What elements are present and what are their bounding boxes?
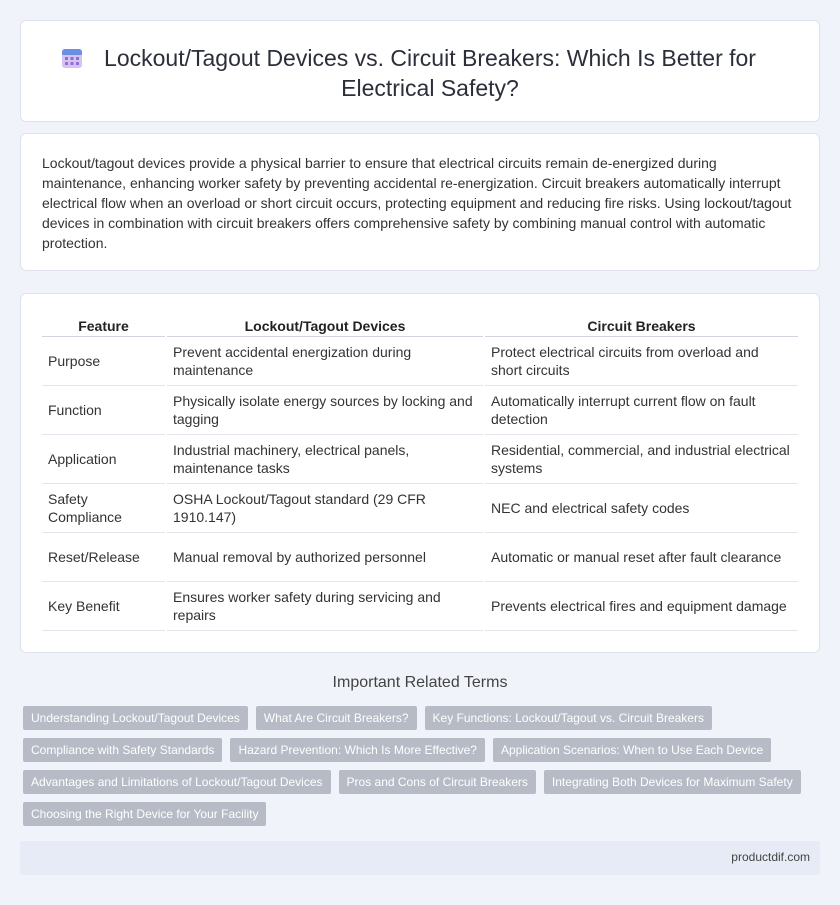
related-tag[interactable]: Pros and Cons of Circuit Breakers xyxy=(339,770,536,794)
footer xyxy=(20,841,820,875)
related-tag[interactable]: Compliance with Safety Standards xyxy=(23,738,222,762)
row-feature: Purpose xyxy=(42,337,166,386)
related-tag[interactable]: What Are Circuit Breakers? xyxy=(256,706,417,730)
row-lockout-value: Ensures worker safety during servicing and repairs xyxy=(166,582,484,631)
row-lockout-value: Industrial machinery, electrical panels, maintenance tasks xyxy=(166,435,484,484)
table-row xyxy=(42,533,798,582)
related-tag[interactable]: Hazard Prevention: Which Is More Effective? xyxy=(230,738,485,762)
calendar-grid-icon xyxy=(61,47,83,69)
comparison-card xyxy=(20,293,820,653)
related-tag[interactable]: Key Functions: Lockout/Tagout vs. Circuit Breakers xyxy=(425,706,712,730)
intro-card xyxy=(20,133,820,271)
table-row xyxy=(42,582,798,631)
related-terms-list xyxy=(23,706,823,826)
table-row xyxy=(42,435,798,484)
header xyxy=(61,43,799,103)
row-lockout-value: OSHA Lockout/Tagout standard (29 CFR 1910.147) xyxy=(166,484,484,533)
row-breaker-value: Prevents electrical fires and equipment damage xyxy=(484,582,798,631)
table-row xyxy=(42,484,798,533)
row-breaker-value: Automatic or manual reset after fault clearance xyxy=(484,533,798,582)
header-card xyxy=(20,20,820,122)
row-feature: Function xyxy=(42,386,166,435)
related-tag[interactable]: Choosing the Right Device for Your Facility xyxy=(23,802,266,826)
row-breaker-value: Protect electrical circuits from overload and short circuits xyxy=(484,337,798,386)
table-row xyxy=(42,386,798,435)
intro-paragraph: Lockout/tagout devices provide a physical barrier to ensure that electrical circuits remain de-energized during maintenance, enhancing worker safety by preventing accidental re-energization. Circuit breakers automatically interrupt electrical flow when an overload or short circuit occurs, protecting equipment and reducing fire risks. Using lockout/tagout devices in combination with circuit breakers offers comprehensive safety by combining manual control with automatic protection. xyxy=(42,155,792,251)
row-breaker-value: NEC and electrical safety codes xyxy=(484,484,798,533)
row-feature: Reset/Release xyxy=(42,533,166,582)
row-feature: Key Benefit xyxy=(42,582,166,631)
related-tag[interactable]: Integrating Both Devices for Maximum Safety xyxy=(544,770,801,794)
table-row xyxy=(42,337,798,386)
row-lockout-value: Prevent accidental energization during maintenance xyxy=(166,337,484,386)
header-feature: Feature xyxy=(42,315,166,337)
header-circuit-breakers: Circuit Breakers xyxy=(484,315,798,337)
related-tag[interactable]: Understanding Lockout/Tagout Devices xyxy=(23,706,248,730)
row-breaker-value: Residential, commercial, and industrial electrical systems xyxy=(484,435,798,484)
header-lockout-tagout: Lockout/Tagout Devices xyxy=(166,315,484,337)
related-tag[interactable]: Application Scenarios: When to Use Each Device xyxy=(493,738,771,762)
table-header-row xyxy=(42,315,798,337)
footer-site-link[interactable]: productdif.com xyxy=(731,850,810,864)
related-terms-title: Important Related Terms xyxy=(332,674,508,691)
related-tag[interactable]: Advantages and Limitations of Lockout/Tagout Devices xyxy=(23,770,331,794)
row-feature: Application xyxy=(42,435,166,484)
row-breaker-value: Automatically interrupt current flow on fault detection xyxy=(484,386,798,435)
row-feature: Safety Compliance xyxy=(42,484,166,533)
comparison-table xyxy=(42,315,798,631)
row-lockout-value: Manual removal by authorized personnel xyxy=(166,533,484,582)
row-lockout-value: Physically isolate energy sources by locking and tagging xyxy=(166,386,484,435)
page-title: Lockout/Tagout Devices vs. Circuit Breakers: Which Is Better for Electrical Safety? xyxy=(104,45,756,101)
